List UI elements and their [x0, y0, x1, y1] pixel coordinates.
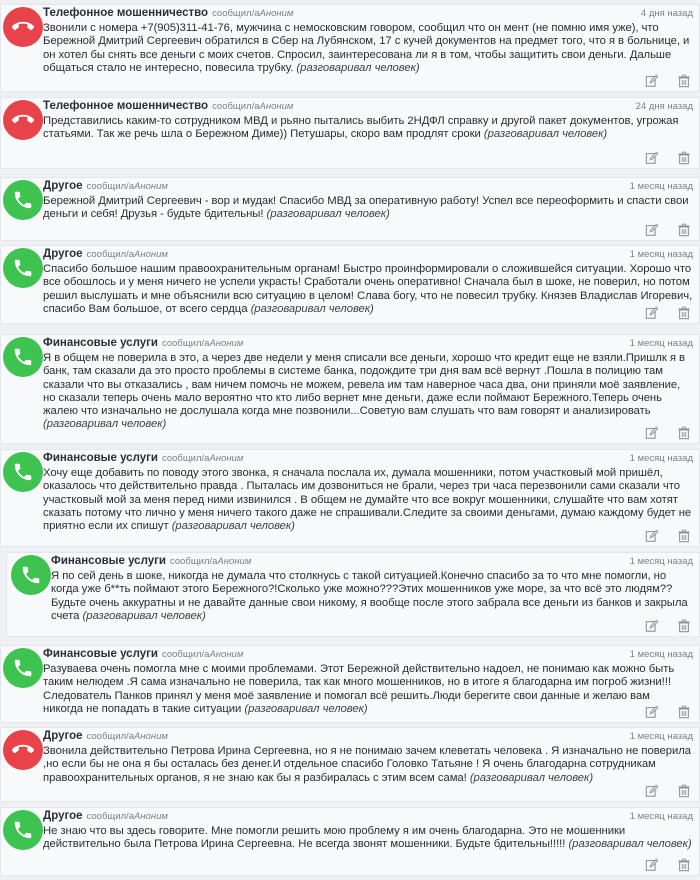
trash-icon[interactable]	[677, 223, 691, 237]
author-by-label: сообщил/а	[86, 181, 134, 192]
comment-header	[43, 810, 693, 823]
comment-date: 1 месяц назад	[629, 338, 693, 349]
comment-category[interactable]: Телефонное мошенничество	[43, 100, 209, 112]
author-by-label: сообщил/а	[212, 101, 260, 112]
edit-icon[interactable]	[645, 426, 659, 440]
comment-content	[43, 248, 693, 316]
comment-text	[43, 195, 693, 222]
call-type-tag: (разговаривал человек)	[568, 838, 692, 851]
call-type-tag: (разговаривал человек)	[43, 418, 167, 431]
comment-category[interactable]: Финансовые услуги	[51, 555, 166, 567]
comment-text	[43, 115, 693, 142]
comment-actions	[645, 858, 691, 872]
comment-date: 1 месяц назад	[629, 453, 693, 464]
comment-date: 1 месяц назад	[629, 649, 693, 660]
author-name: Аноним	[134, 811, 168, 822]
trash-icon[interactable]	[677, 529, 691, 543]
author-by-label: сообщил/а	[86, 249, 134, 260]
comment-content	[43, 337, 693, 432]
comment-header	[43, 648, 693, 661]
comment-author	[87, 248, 168, 261]
comment-text	[43, 467, 693, 533]
comment-author	[162, 337, 243, 350]
author-name: Аноним	[134, 181, 168, 192]
comment-actions	[645, 74, 691, 88]
comment-card	[0, 727, 700, 802]
phone-answer-icon	[3, 648, 43, 688]
comment-body: Бережной Дмитрий Сергеевич - вор и мудак! Спасибо МВД за оперативную работу! Успел все переоформить и спасти свои деньги и себя! Друзья - будьте бдительны!	[43, 195, 689, 221]
author-name: Аноним	[217, 556, 252, 567]
phone-hangup-icon	[3, 100, 43, 140]
comment-card	[0, 245, 700, 324]
comment-date: 24 дня назад	[635, 101, 693, 112]
comment-header	[43, 337, 693, 350]
comment-author	[87, 730, 168, 743]
comment-text	[43, 825, 693, 852]
comment-actions	[645, 619, 691, 633]
phone-hangup-icon	[3, 730, 43, 770]
comment-date: 1 месяц назад	[629, 731, 693, 742]
author-name: Аноним	[209, 338, 244, 349]
comment-content	[43, 452, 693, 533]
comment-body: Хочу еще добавить по поводу этого звонка, я сначала послала их, думала мошенники, потом участковый мой пришёл, оказалось что действительно правда . Пыталась им дозвониться не брали, через три часа перезвонили сами сказали что участковый мой за меня перед ними извинился . В общем не думайте что все вокруг мошенники, слушайте что вам хотят сказать потому что лично у меня ничего такого даже не спрашивали.Следите за своими деньгами, думаю каждому будет не приятно если их спишут	[43, 467, 692, 533]
comment-header	[43, 100, 693, 113]
edit-icon[interactable]	[645, 74, 659, 88]
call-type-tag: (разговаривал человек)	[469, 771, 594, 784]
comment-actions	[645, 151, 691, 165]
phone-answer-icon	[3, 337, 43, 377]
comment-body: Спасибо большое нашим правоохранительным органам! Быстро проинформировали о сложившейся ситуации. Хорошо что все обошлось и у меня ничего не успели украсть! Сработали очень оперативно! Сначала был в шоке, не поверил, но потом решил выслушать и мне объяснили всю ситуацию в целом! Слава богу, что не повесил трубку. Князев Владислав Игоревич, спасибо Вам большое, от всего сердца	[43, 263, 693, 315]
comment-author	[170, 555, 251, 568]
comment-text	[43, 663, 693, 716]
comment-category[interactable]: Другое	[43, 810, 83, 822]
trash-icon[interactable]	[677, 74, 691, 88]
comment-body: Разуваева очень помогла мне с моими проблемами. Этот Бережной действительно надоел, не понимаю как можно быть таким нелюдем .Я сама изначально не поверила, так как много мошенников, но в итоге я благодарна им погроб жизни!!! Следователь Панков принял у меня моё заявление и помогал всё решить.Люди берегите свои данные и желаю вам никогда не попадать в такие ситуации	[43, 663, 675, 715]
comment-text	[43, 352, 693, 432]
comment-content	[43, 7, 693, 75]
comment-actions	[645, 784, 691, 798]
comment-author	[212, 100, 293, 113]
phone-hangup-icon	[3, 7, 43, 47]
comment-date: 1 месяц назад	[629, 811, 693, 822]
comment-category[interactable]: Телефонное мошенничество	[43, 7, 209, 19]
call-type-tag: (разговаривал человек)	[171, 520, 295, 533]
comment-author	[162, 648, 243, 661]
comment-text	[51, 570, 693, 623]
trash-icon[interactable]	[677, 858, 691, 872]
comment-category[interactable]: Финансовые услуги	[43, 452, 158, 464]
comment-category[interactable]: Финансовые услуги	[43, 648, 158, 660]
author-name: Аноним	[134, 731, 168, 742]
trash-icon[interactable]	[677, 151, 691, 165]
comment-header	[43, 452, 693, 465]
comment-card	[0, 645, 700, 723]
comment-actions	[645, 529, 691, 543]
trash-icon[interactable]	[677, 705, 691, 719]
comment-body: Звонили с номера +7(905)311-41-76, мужчина с немосковским говором, сообщил что он мент (не помню имя уже), что Бережной Дмитрий Сергеевич обратился в Сбер на Лубянском, 17 с кучей документов на предмет того, что я в больнице, и он хотел бы снять все деньги с моих счетов. Спросил, заинтересована ли я в том, чтобы защитить свои деньги. Дальше общаться стало не интересно, повесила трубку.	[43, 22, 690, 74]
comment-author	[212, 7, 293, 20]
edit-icon[interactable]	[645, 858, 659, 872]
author-name: Аноним	[134, 249, 168, 260]
comment-header	[43, 248, 693, 261]
call-type-tag: (разговаривал человек)	[244, 702, 368, 715]
phone-answer-icon	[3, 810, 43, 850]
comment-category[interactable]: Другое	[43, 248, 83, 260]
comment-author	[162, 452, 243, 465]
comment-date: 1 месяц назад	[629, 249, 693, 260]
author-by-label: сообщил/а	[162, 338, 210, 349]
comment-text	[43, 22, 693, 75]
phone-answer-icon	[3, 180, 43, 220]
comment-text	[43, 263, 693, 316]
call-type-tag: (разговаривал человек)	[296, 61, 420, 74]
edit-icon[interactable]	[645, 529, 659, 543]
comment-header	[43, 180, 693, 193]
author-name: Аноним	[259, 8, 294, 19]
edit-icon[interactable]	[645, 151, 659, 165]
comment-content	[43, 810, 693, 852]
comment-category[interactable]: Финансовые услуги	[43, 337, 158, 349]
author-name: Аноним	[209, 649, 244, 660]
comment-body: Я в общем не поверила в это, а через две недели у меня списали все деньги, хорошо что кредит еще не взяли.Пришлк я в банк, там сказали да это просто проблемы в системе банка, подождите три дня вам всё вернут .Пошла в полицию там сказали что вы отказались , вам ничем помочь не можем, ревела им там наверное часа два, они приняли моё заявление, но сказали теперь очень мало вероятно что кто либо вернет мне деньги, даже если поймают Бережного.Теперь очень жалею что изначально не дослушала когда мне позвонили...Советую вам слушать что вам говорят и анализировать	[43, 352, 685, 418]
comment-header	[51, 555, 693, 568]
trash-icon[interactable]	[677, 426, 691, 440]
author-by-label: сообщил/а	[86, 731, 134, 742]
comment-actions	[645, 426, 691, 440]
comment-content	[43, 180, 693, 222]
comment-card	[0, 807, 700, 876]
comment-body: Звонила действительно Петрова Ирина Сергеевна, но я не понимаю зачем клеветать человека . Я изначально не поверила ,но если бы не она я бы осталась без денег.И отдельное спасибо Головко Татьяне ! Я очень благодарна сотрудникам правоохранительных органов, я не знаю как бы я разбиралась с этим всем сама!	[43, 745, 692, 784]
comment-card	[0, 4, 700, 92]
comment-date: 1 месяц назад	[629, 556, 693, 567]
trash-icon[interactable]	[677, 619, 691, 633]
author-by-label: сообщил/а	[162, 649, 210, 660]
comment-card	[6, 552, 700, 637]
comment-date: 4 дня назад	[640, 8, 693, 19]
phone-answer-icon	[11, 555, 51, 595]
edit-icon[interactable]	[645, 784, 659, 798]
edit-icon[interactable]	[645, 223, 659, 237]
comment-actions	[645, 223, 691, 237]
comment-content	[43, 648, 693, 716]
comment-body: Представились каким-то сотрудником МВД и рьяно пытались выбить 2НДФЛ справку и другой пакет документов, угрожая статьями. Так же речь шла о Бережном Диме)) Петушары, скоро вам продлят сроки	[43, 115, 679, 141]
phone-answer-icon	[3, 452, 43, 492]
comment-header	[43, 7, 693, 20]
author-by-label: сообщил/а	[170, 556, 218, 567]
comment-card	[0, 177, 700, 241]
comment-actions	[645, 705, 691, 719]
author-by-label: сообщил/а	[162, 453, 210, 464]
call-type-tag: (разговаривал человек)	[250, 302, 374, 315]
call-type-tag: (разговаривал человек)	[82, 609, 206, 622]
author-name: Аноним	[209, 453, 244, 464]
comment-content	[43, 730, 693, 785]
comment-body: Не знаю что вы здесь говорите. Мне помогли решить мою проблему я им очень благодарна. Это не мошенники действительно была Петрова Ирина Сергеевна. Не всегда звонят мошенники. Будьте бдительны!!!!!	[43, 825, 626, 851]
comment-actions	[645, 306, 691, 320]
author-by-label: сообщил/а	[86, 811, 134, 822]
trash-icon[interactable]	[677, 784, 691, 798]
trash-icon[interactable]	[677, 306, 691, 320]
comment-content	[43, 100, 693, 142]
comment-card	[0, 334, 700, 444]
comment-card	[0, 449, 700, 547]
comment-date: 1 месяц назад	[629, 181, 693, 192]
comment-content	[51, 555, 693, 623]
author-name: Аноним	[259, 101, 294, 112]
comment-card	[0, 97, 700, 169]
edit-icon[interactable]	[645, 306, 659, 320]
comment-text	[43, 745, 693, 785]
comment-body: Я по сей день в шоке, никогда не думала что столкнусь с такой ситуацией.Конечно спасибо за то что мне помогли, но когда уже б**ть поймают этого Бережного?!Сколько уже можно???Этих мошенников уже море, за что всё это людям?? Будьте очень аккуратны и не давайте данные свои никому, я вообще после этого забрала все деньги из банков и закрыла счета	[51, 570, 688, 622]
comment-author	[87, 810, 168, 823]
comment-header	[43, 730, 693, 743]
author-by-label: сообщил/а	[212, 8, 260, 19]
phone-answer-icon	[3, 248, 43, 288]
call-type-tag: (разговаривал человек)	[483, 128, 608, 141]
edit-icon[interactable]	[645, 705, 659, 719]
comment-category[interactable]: Другое	[43, 180, 83, 192]
call-type-tag: (разговаривал человек)	[266, 208, 390, 221]
comment-category[interactable]: Другое	[43, 730, 83, 742]
comment-author	[87, 180, 168, 193]
edit-icon[interactable]	[645, 619, 659, 633]
